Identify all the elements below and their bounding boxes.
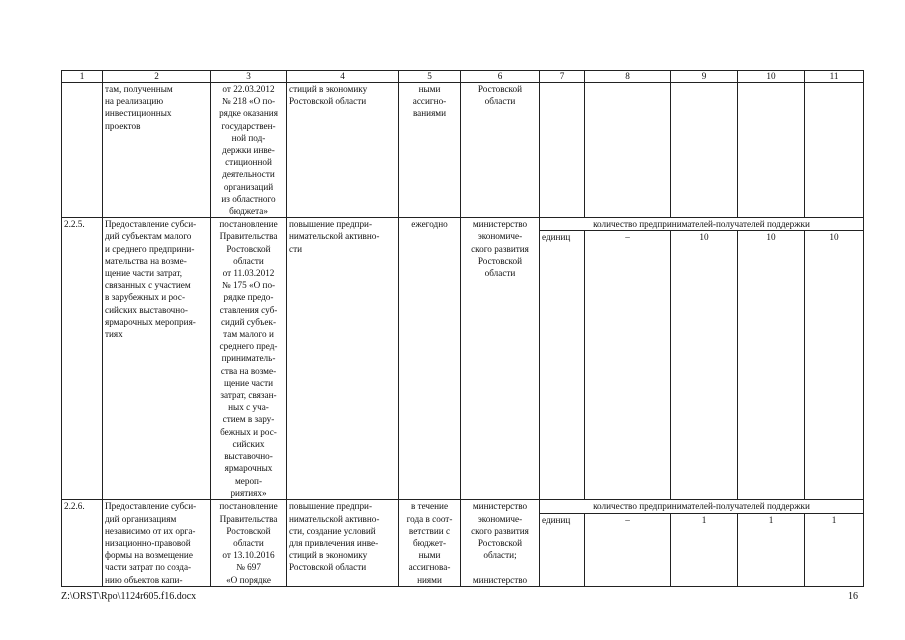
period-cell bbox=[399, 218, 461, 500]
cell-line: ваниями bbox=[412, 108, 447, 119]
cell-line: ежегодно bbox=[411, 219, 448, 230]
cell-line: стиций в экономику bbox=[289, 84, 368, 94]
cell-line: независимо от их орга- bbox=[105, 525, 196, 536]
indicator-name: количество предпринимателей-получателей поддержки bbox=[540, 218, 864, 231]
program-table bbox=[61, 70, 864, 587]
cell-line: области bbox=[233, 255, 264, 266]
cell-line: дий организациям bbox=[105, 513, 177, 524]
col-num: 3 bbox=[211, 71, 287, 83]
cell-line: ского развития bbox=[471, 243, 529, 254]
cell-line: сидий субъек- bbox=[220, 316, 277, 327]
cell-line: ярмарочных мероприя- bbox=[105, 316, 196, 327]
cell-line: ной под- bbox=[231, 132, 266, 143]
cell-line: сийских выставочно- bbox=[105, 304, 188, 315]
cell-line: там, полученным bbox=[105, 84, 173, 94]
cell-line: от 11.03.2012 bbox=[222, 268, 275, 279]
value-cell: 1 bbox=[805, 513, 864, 586]
goal-cell bbox=[287, 218, 399, 500]
cell-line: стиционной bbox=[225, 157, 272, 168]
cell-line: нию объектов капи- bbox=[105, 574, 183, 585]
col-num: 2 bbox=[103, 71, 211, 83]
cell-line: сти bbox=[289, 243, 303, 254]
measure-name-cell bbox=[103, 218, 211, 500]
cell-line: и среднего предприни- bbox=[105, 243, 195, 254]
cell-line: года в соот- bbox=[406, 513, 453, 524]
col-num: 11 bbox=[805, 71, 864, 83]
cell-line: сийских bbox=[232, 438, 265, 449]
col-num: 7 bbox=[540, 71, 585, 83]
executor-cell bbox=[461, 218, 540, 500]
cell-line: Ростовской области bbox=[289, 562, 367, 573]
cell-line: проектов bbox=[105, 120, 141, 131]
cell-line: формы на возмещение bbox=[105, 550, 193, 561]
cell-line: организаций bbox=[223, 181, 274, 192]
cell-line: бюджета» bbox=[229, 206, 268, 217]
cell-line: стием в зару- bbox=[222, 414, 275, 425]
table-row-2-2-6 bbox=[62, 500, 864, 513]
cell-line: тиях bbox=[105, 329, 123, 340]
col-num: 5 bbox=[399, 71, 461, 83]
unit-cell: единиц bbox=[540, 513, 585, 586]
cell-line: на реализацию bbox=[105, 96, 164, 107]
cell-line: от 22.03.2012 bbox=[222, 84, 275, 94]
cell-line: бежных и рос- bbox=[220, 426, 277, 437]
cell-line: области bbox=[484, 268, 516, 279]
cell-line: щение части bbox=[223, 377, 274, 388]
cell-line: № 697 bbox=[236, 562, 261, 573]
period-cell bbox=[399, 500, 461, 586]
cell-line: области; bbox=[483, 550, 517, 561]
cell-line: № 218 «О по- bbox=[221, 96, 276, 107]
cell-line: повышение предпри- bbox=[289, 219, 373, 230]
col-num: 1 bbox=[62, 71, 103, 83]
cell-line: Ростовской bbox=[226, 525, 271, 536]
cell-line: Правительства bbox=[219, 513, 278, 524]
cell-line: Ростовской области bbox=[289, 96, 367, 107]
measure-name-cell bbox=[103, 83, 211, 218]
cell-line: выставочно- bbox=[224, 451, 273, 462]
unit-cell: единиц bbox=[540, 231, 585, 500]
cell-line: ассигно- bbox=[412, 96, 447, 107]
cell-line: экономиче- bbox=[477, 513, 523, 524]
cell-line: от 13.10.2016 bbox=[222, 550, 275, 561]
legal-act-cell bbox=[211, 500, 287, 586]
cell-line: для привлечения инве- bbox=[289, 538, 379, 549]
cell-line: щение части затрат, bbox=[105, 268, 183, 279]
cell-line: повышение предпри- bbox=[289, 501, 373, 512]
value-cell: 10 bbox=[671, 231, 738, 500]
legal-act-cell bbox=[211, 218, 287, 500]
cell-line: министерство bbox=[472, 219, 528, 230]
value-cell: 1 bbox=[738, 513, 805, 586]
executor-cell bbox=[461, 83, 540, 218]
cell-line: постановление bbox=[219, 501, 278, 512]
cell-line: постановление bbox=[219, 219, 278, 230]
col-num: 6 bbox=[461, 71, 540, 83]
cell-line: инвестиционных bbox=[105, 108, 172, 119]
column-numbers-row bbox=[62, 71, 864, 83]
cell-line: рядке оказания bbox=[219, 108, 278, 119]
cell-line: там малого и bbox=[223, 329, 274, 340]
cell-line: из областного bbox=[221, 193, 276, 204]
table-row-2-2-5 bbox=[62, 218, 864, 231]
measure-name-cell bbox=[103, 500, 211, 586]
cell-line: Предоставление субси- bbox=[105, 219, 197, 230]
cell-line: ства на возме- bbox=[220, 365, 277, 376]
col-num: 4 bbox=[287, 71, 399, 83]
value-cell: 10 bbox=[738, 231, 805, 500]
cell-line bbox=[463, 561, 537, 573]
cell-line: риятиях» bbox=[230, 487, 267, 498]
cell-line: затрат, связан- bbox=[220, 390, 277, 401]
cell-line: держки инве- bbox=[222, 145, 275, 156]
cell-line: области bbox=[484, 96, 516, 107]
cell-line: ными bbox=[418, 84, 441, 94]
cell-line: Ростовской bbox=[226, 243, 271, 254]
cell-line: ставления суб- bbox=[219, 304, 278, 315]
value-cell: – bbox=[585, 231, 671, 500]
col-num: 9 bbox=[671, 71, 738, 83]
indicator-name: количество предпринимателей-получателей поддержки bbox=[540, 500, 864, 513]
row-number-cell bbox=[62, 83, 103, 218]
cell-line: деятельности bbox=[222, 169, 275, 180]
cell-line: Ростовской bbox=[477, 255, 523, 266]
cell-line: ных с уча- bbox=[228, 402, 269, 413]
cell-line: среднего пред- bbox=[219, 341, 278, 352]
cell-line: ского развития bbox=[471, 525, 529, 536]
cell-line: приниматель- bbox=[221, 353, 276, 364]
cell-line: ассигнова- bbox=[408, 562, 451, 573]
cell-line: Правительства bbox=[219, 231, 278, 242]
cell-line: Предоставление субси- bbox=[105, 501, 197, 512]
col-num: 10 bbox=[738, 71, 805, 83]
cell-line: низационно-правовой bbox=[105, 538, 191, 549]
cell-line: нимательской активно- bbox=[289, 513, 380, 524]
period-cell bbox=[399, 83, 461, 218]
cell-line: мероп- bbox=[234, 475, 263, 486]
cell-line: «О порядке bbox=[226, 574, 271, 585]
cell-line: стиций в экономику bbox=[289, 550, 368, 561]
cell-line: государствен- bbox=[221, 120, 276, 131]
cell-line: связанных с участием bbox=[105, 280, 191, 291]
cell-line: дий субъектам малого bbox=[105, 231, 192, 242]
cell-line: в течение bbox=[410, 501, 449, 512]
cell-line: бюджет- bbox=[412, 538, 447, 549]
cell-line: Ростовской bbox=[477, 84, 523, 94]
cell-line: Ростовской bbox=[477, 538, 523, 549]
legal-act-cell bbox=[211, 83, 287, 218]
cell-line: министерство bbox=[472, 574, 528, 585]
value-cell: – bbox=[585, 513, 671, 586]
cell-line: ярмарочных bbox=[224, 463, 273, 474]
file-path: Z:\ORST\Rpo\1124r605.f16.docx bbox=[61, 591, 197, 602]
cell-line: области bbox=[233, 538, 264, 549]
cell-line: экономиче- bbox=[477, 231, 523, 242]
cell-line: рядке предо- bbox=[223, 292, 274, 303]
value-cell: 1 bbox=[671, 513, 738, 586]
executor-cell bbox=[461, 500, 540, 586]
cell-line: ветствии с bbox=[408, 525, 451, 536]
cell-line: нимательской активно- bbox=[289, 231, 380, 242]
col-num: 8 bbox=[585, 71, 671, 83]
cell-line: ными bbox=[418, 550, 441, 561]
cell-line: № 175 «О по- bbox=[221, 280, 276, 291]
row-number: 2.2.5. bbox=[62, 218, 103, 500]
cell-line: сти, создание условий bbox=[289, 525, 376, 536]
cell-line: мательства на возме- bbox=[105, 255, 187, 266]
value-cell: 10 bbox=[805, 231, 864, 500]
cell-line: части затрат по созда- bbox=[105, 562, 192, 573]
page-number: 16 bbox=[848, 591, 858, 602]
goal-cell bbox=[287, 500, 399, 586]
cell-line: в зарубежных и рос- bbox=[105, 292, 186, 303]
goal-cell bbox=[287, 83, 399, 218]
table-row-continued bbox=[62, 83, 864, 218]
cell-line: министерство bbox=[472, 501, 528, 512]
cell-line: ниями bbox=[417, 574, 442, 585]
row-number: 2.2.6. bbox=[62, 500, 103, 586]
